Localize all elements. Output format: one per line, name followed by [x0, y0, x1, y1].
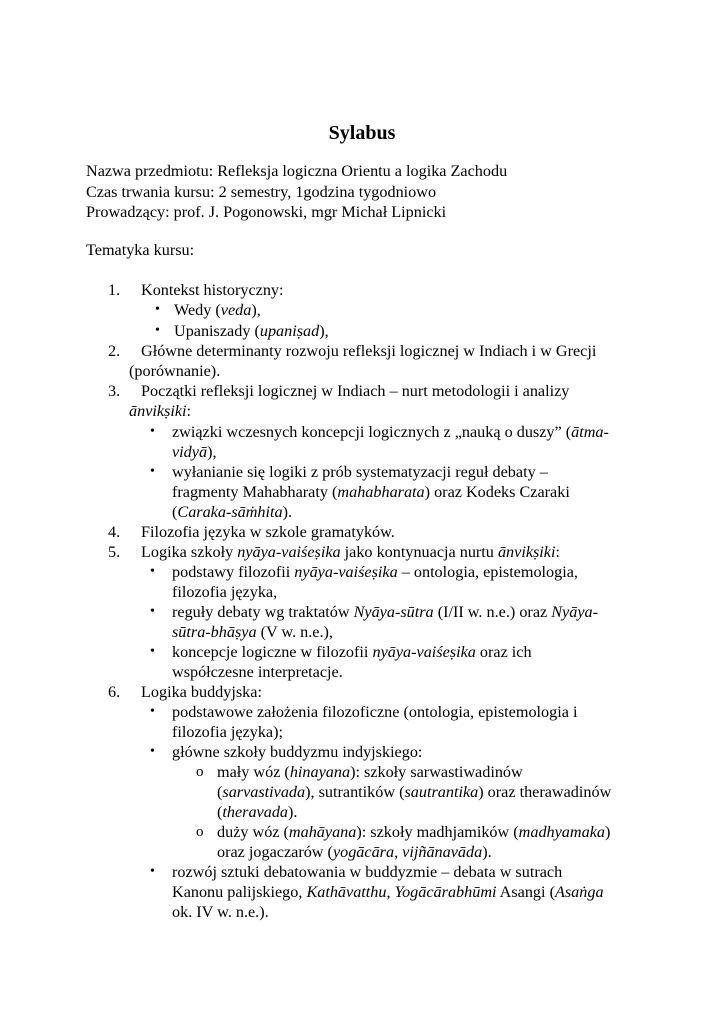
list-subitem: fragmenty Mahabharaty (mahabharata) oraz Kodeks Czaraki [172, 483, 570, 501]
bullet-icon: • [150, 564, 155, 579]
list-subitem: ok. IV w. n.e.). [172, 903, 269, 921]
list-number: 5. [108, 543, 121, 561]
list-subitem: związki wczesnych koncepcji logicznych z „nauką o duszy” (ātma- [172, 423, 609, 441]
list-number: 2. [108, 342, 121, 360]
list-subitem: rozwój sztuki debatowania w buddyzmie – debata w sutrach [172, 863, 563, 881]
circle-bullet-icon: o [196, 764, 204, 780]
bullet-icon: • [150, 744, 155, 759]
list-number: 6. [108, 683, 121, 701]
list-item-text: Logika buddyjska: [141, 683, 262, 701]
bullet-icon: • [150, 864, 155, 879]
list-subitem: podstawowe założenia filozoficzne (ontologia, epistemologia i [172, 703, 578, 721]
list-item-text: Główne determinanty rozwoju refleksji logicznej w Indiach i w Grecji [141, 342, 597, 360]
topics-heading: Tematyka kursu: [86, 241, 195, 259]
bullet-icon: • [150, 644, 155, 659]
list-subitem: podstawy filozofii nyāya-vaiśeṣika – ontologia, epistemologia, [172, 563, 578, 581]
bullet-icon: • [155, 302, 160, 317]
list-subitem: reguły debaty wg traktatów Nyāya-sūtra (I/II w. n.e.) oraz Nyāya- [172, 603, 598, 621]
bullet-icon: • [150, 424, 155, 439]
list-item-text: Logika szkoły nyāya-vaiśeṣika jako kontynuacja nurtu ānvikṣiki: [141, 543, 560, 561]
list-subsubitem: (theravada). [217, 803, 298, 821]
bullet-icon: • [150, 464, 155, 479]
bullet-icon: • [150, 604, 155, 619]
course-lecturers: Prowadzący: prof. J. Pogonowski, mgr Michał Lipnicki [86, 203, 447, 221]
course-name: Nazwa przedmiotu: Refleksja logiczna Orientu a logika Zachodu [86, 162, 508, 180]
list-item-text: ānvikṣiki: [129, 402, 192, 420]
list-subsubitem: oraz jogaczarów (yogācāra, vijñānavāda). [217, 843, 492, 861]
list-subsubitem: (sarvastivada), sutrantików (sautrantika) oraz therawadinów [217, 783, 612, 801]
list-subitem: filozofia języka, [172, 583, 278, 601]
list-subitem: (Caraka-sāṁhita). [172, 503, 293, 521]
list-number: 3. [108, 382, 121, 400]
list-subitem: vidyā), [172, 443, 217, 461]
list-item-text: Kontekst historyczny: [141, 281, 284, 299]
list-item-text: Filozofia języka w szkole gramatyków. [141, 523, 395, 541]
bullet-icon: • [150, 704, 155, 719]
list-subitem: główne szkoły buddyzmu indyjskiego: [172, 743, 423, 761]
list-subitem: Kanonu palijskiego, Kathāvatthu, Yogācārabhūmi Asangi (Asaṅga [172, 883, 604, 901]
list-number: 4. [108, 523, 121, 541]
list-number: 1. [108, 281, 121, 299]
course-duration: Czas trwania kursu: 2 semestry, 1godzina tygodniowo [86, 183, 437, 201]
list-subitem: współczesne interpretacje. [172, 663, 343, 681]
list-item-text: (porównanie). [129, 362, 221, 380]
list-subitem: Wedy (veda), [174, 301, 261, 319]
bullet-icon: • [155, 323, 160, 338]
list-item-text: Początki refleksji logicznej w Indiach – nurt metodologii i analizy [141, 382, 570, 400]
list-subsubitem: duży wóz (mahāyana): szkoły madhjamików (madhyamaka) [217, 823, 611, 841]
list-subitem: wyłanianie się logiki z prób systematyzacji reguł debaty – [172, 463, 548, 481]
list-subsubitem: mały wóz (hinayana): szkoły sarwastiwadinów [217, 763, 523, 781]
list-subitem: Upaniszady (upaniṣad), [174, 322, 329, 340]
list-subitem: sūtra-bhāṣya (V w. n.e.), [172, 623, 333, 641]
list-subitem: koncepcje logiczne w filozofii nyāya-vaiśeṣika oraz ich [172, 643, 532, 661]
circle-bullet-icon: o [196, 824, 204, 840]
list-subitem: filozofia języka); [172, 723, 284, 741]
page-title: Sylabus [328, 122, 396, 144]
